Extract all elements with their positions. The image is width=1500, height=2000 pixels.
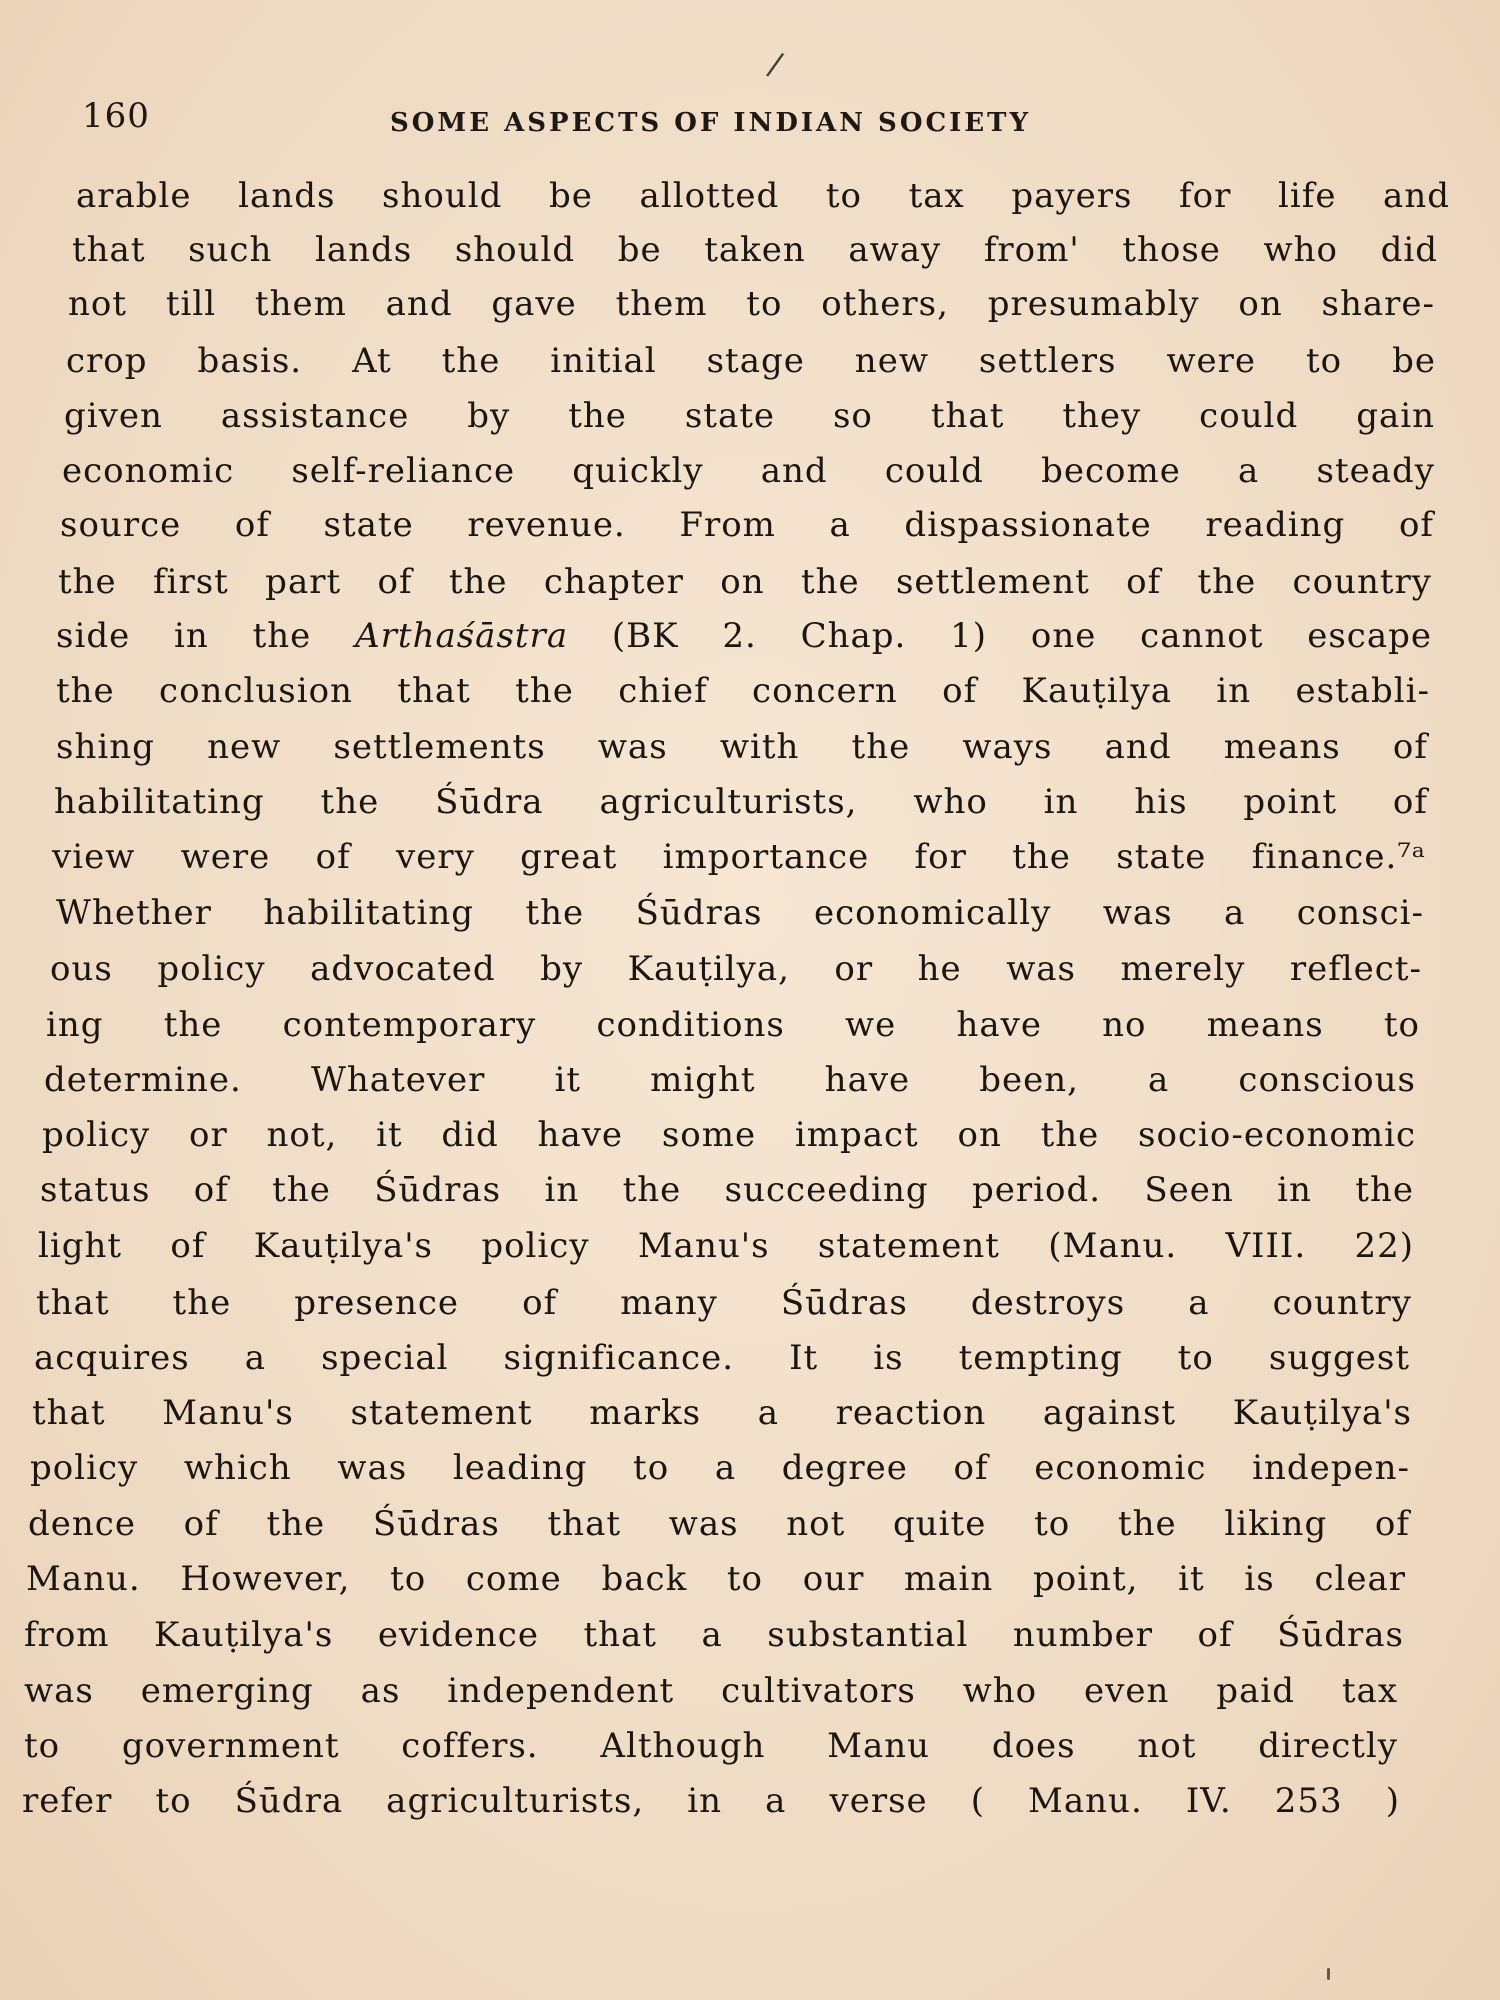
arthasastra-title: Arthaśāstra	[355, 616, 569, 656]
text-line: that the presence of many Śūdras destroys a country	[36, 1283, 1412, 1323]
text-line: Manu. However, to come back to our main point, it is clear	[26, 1559, 1406, 1599]
text-line	[56, 614, 1432, 658]
text-line: ing the contemporary conditions we have no means to	[46, 1005, 1420, 1045]
text-line: from Kauṭilya's evidence that a substantial number of Śūdras	[24, 1615, 1404, 1655]
line-tail: (BK 2. Chap. 1) one cannot escape	[568, 616, 1432, 656]
text-line: dence of the Śūdras that was not quite to the liking of	[28, 1504, 1410, 1544]
text-line: not till them and gave them to others, presumably on share-	[68, 284, 1435, 324]
text-line: policy which was leading to a degree of economic indepen-	[30, 1448, 1410, 1488]
text-line: Whether habilitating the Śūdras economically was a consci-	[56, 893, 1424, 933]
text-line: light of Kauṭilya's policy Manu's statement (Manu. VIII. 22)	[38, 1226, 1414, 1266]
text-line: refer to Śūdra agriculturists, in a verse ( Manu. IV. 253 )	[22, 1781, 1400, 1821]
page-mark: /	[764, 44, 787, 84]
page-number: 160	[82, 96, 150, 136]
text-line: given assistance by the state so that they could gain	[64, 396, 1435, 436]
line-lead: side in the	[56, 616, 356, 656]
text-line: ous policy advocated by Kauṭilya, or he was merely reflect-	[50, 949, 1422, 989]
text-line: the conclusion that the chief concern of Kauṭilya in establi-	[56, 671, 1430, 711]
text-line: determine. Whatever it might have been, a conscious	[44, 1060, 1416, 1100]
text-line: that such lands should be taken away from' those who did	[72, 230, 1438, 270]
text-line: economic self-reliance quickly and could become a steady	[62, 451, 1435, 491]
text-line: to government coffers. Although Manu does not directly	[24, 1726, 1398, 1766]
text-line: acquires a special significance. It is tempting to suggest	[34, 1338, 1410, 1378]
text-line: policy or not, it did have some impact on the socio-economic	[42, 1115, 1416, 1155]
text-line: shing new settlements was with the ways and means of	[56, 727, 1428, 767]
text-line: arable lands should be allotted to tax payers for life and	[76, 176, 1450, 216]
text-line: view were of very great importance for the state finance.⁷ᵃ	[52, 837, 1426, 877]
text-line: status of the Śūdras in the succeeding period. Seen in the	[40, 1170, 1414, 1210]
page-smudge	[1327, 1968, 1330, 1980]
text-line: the first part of the chapter on the settlement of the country	[58, 562, 1432, 602]
text-line: was emerging as independent cultivators who even paid tax	[24, 1671, 1398, 1711]
text-line: crop basis. At the initial stage new settlers were to be	[66, 341, 1436, 381]
running-head: SOME ASPECTS OF INDIAN SOCIETY	[390, 108, 1032, 138]
text-line: source of state revenue. From a dispassionate reading of	[60, 505, 1434, 545]
text-line: that Manu's statement marks a reaction against Kauṭilya's	[32, 1393, 1412, 1433]
text-line: habilitating the Śūdra agriculturists, who in his point of	[54, 782, 1428, 822]
